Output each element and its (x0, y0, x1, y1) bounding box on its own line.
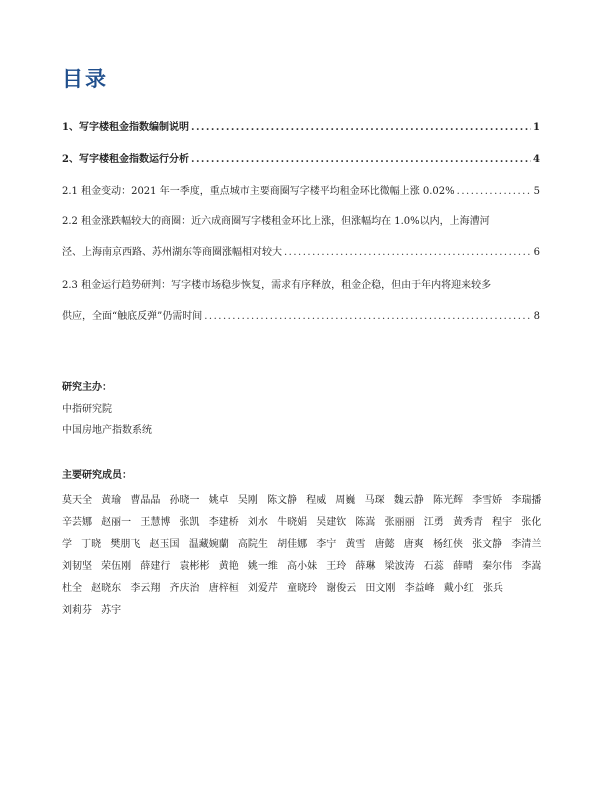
toc-leader-dots (457, 186, 532, 197)
toc-entry-text-line1: 2.3 租金运行趋势研判：写字楼市场稳步恢复，需求有序释放，租金企稳，但由于年内将迎来较多 (62, 280, 492, 291)
toc-entry-text-line2: 供应，全面“触底反弹”仍需时间 (62, 311, 203, 322)
sponsors-heading: 研究主办： (62, 382, 112, 393)
toc-entry-text: 1、写字楼租金指数编制说明 (62, 122, 189, 133)
member-row: 刘韧坚 荣伍刚 薛建行 袁彬彬 黄艳 姚一维 高小妹 王玲 薛琳 梁波涛 石蕊 薛晴 秦尔伟 李嵩 (62, 561, 542, 572)
page-title: 目录 (62, 67, 108, 91)
toc-entry-2-1[interactable] (62, 182, 540, 197)
toc-entry-text: 2.1 租金变动：2021 年一季度，重点城市主要商圈写字楼平均租金环比微幅上涨 0.02% (62, 186, 455, 197)
toc-entry-text-line1: 2.2 租金涨跌幅较大的商圈：近六成商圈写字楼租金环比上涨，但涨幅均在 1.0%以内，上海漕河 (62, 216, 490, 227)
toc-page-number: 5 (533, 186, 540, 197)
member-row: 莫天全 黄瑜 曹晶晶 孙晓一 姚卓 吴刚 陈文静 程威 周巍 马琛 魏云静 陈光辉 李雪娇 李瑞播 (62, 495, 542, 506)
member-row: 辛芸娜 赵丽一 王慧博 张凯 李建桥 刘水 牛晓娟 吴建钦 陈嵩 张丽丽 江勇 黄秀青 程宇 张化 (62, 517, 542, 528)
members-list (62, 490, 542, 622)
sponsor-item: 中国房地产指数系统 (62, 425, 152, 436)
toc-leader-dots (284, 247, 532, 258)
toc-page-number: 1 (533, 122, 540, 133)
member-row: 学 丁晓 樊朋飞 赵玉国 温藏婉蘭 高院生 胡佳娜 李宁 黄雪 唐懿 唐爽 杨红侠 张文静 李清兰 (62, 539, 542, 550)
sponsor-item: 中指研究院 (62, 404, 112, 415)
toc-entry-1[interactable] (62, 118, 540, 133)
member-row: 刘莉芬 苏宇 (62, 605, 122, 616)
members-heading: 主要研究成员： (62, 470, 132, 481)
toc-leader-dots (191, 122, 531, 133)
toc-entry-2[interactable] (62, 150, 540, 165)
toc-entry-text: 2、写字楼租金指数运行分析 (62, 154, 189, 165)
member-row: 杜全 赵晓东 李云翔 齐庆治 唐梓桓 刘爱芹 童晓玲 谢俊云 田文刚 李益峰 戴小红 张兵 (62, 583, 503, 594)
toc-page-number: 4 (533, 154, 540, 165)
toc-page-number: 6 (533, 247, 540, 258)
toc-leader-dots (191, 154, 531, 165)
toc-leader-dots (204, 311, 531, 322)
toc-entry-text-line2: 泾、上海南京西路、苏州湖东等商圈涨幅相对较大 (62, 247, 282, 258)
toc-page-number: 8 (533, 311, 540, 322)
